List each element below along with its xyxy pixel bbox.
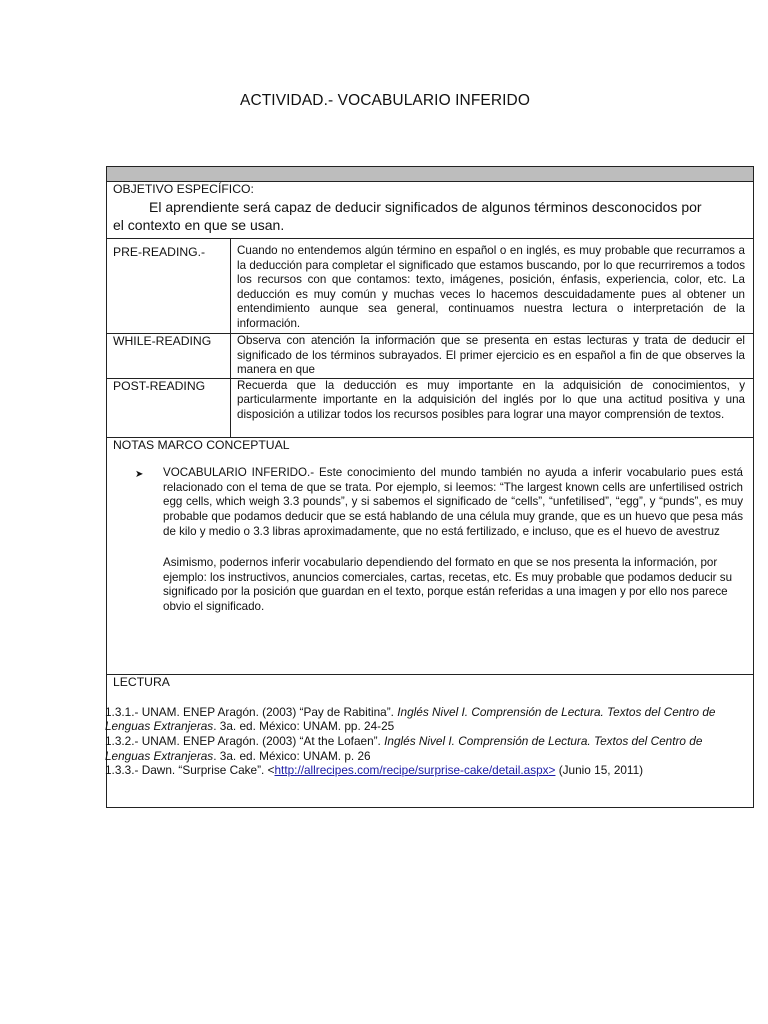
pre-reading-label: PRE-READING.- [113, 245, 206, 259]
reference-list [105, 705, 749, 778]
reference-prefix: 1.3.2.- UNAM. ENEP Aragón. (2003) “At the Lofaen”. [105, 733, 385, 748]
lectura-label: LECTURA [113, 674, 170, 689]
notas-row [107, 437, 754, 674]
post-reading-label: POST-READING [113, 378, 206, 393]
notas-label: NOTAS MARCO CONCEPTUAL [113, 437, 290, 452]
reference-link[interactable]: http://allrecipes.com/recipe/surprise-cake/detail.aspx> [274, 763, 556, 778]
reference-suffix: . 3a. ed. México: UNAM. pp. 24-25 [213, 719, 395, 734]
objetivo-line-2: el contexto en que se usan. [113, 217, 285, 233]
reference-title: Inglés Nivel I. Comprensión de Lectura. Textos del Centro de Lenguas Extranjeras [105, 733, 703, 763]
objetivo-line-1: El aprendiente será capaz de deducir significados de algunos términos desconocidos por [149, 199, 702, 215]
objetivo-text [113, 198, 753, 234]
reference-suffix: . 3a. ed. México: UNAM. p. 26 [213, 748, 371, 763]
table-header-bar [107, 167, 754, 182]
pre-reading-text: Cuando no entendemos algún término en español o en inglés, es muy probable que recurramos a la deducción para completar el significado que estamos buscando, por lo que recurriremos a todos los recursos con que contamos: texto, imágenes, posición, énfasis, experiencia, color, etc. La deducción es muy común y muchas veces lo hacemos descuidadamente pues al obtener un entendimiento aunque sea general, continuamos nuestra lectura o interpretación de la información. [237, 244, 745, 330]
bullet-text: VOCABULARIO INFERIDO.- Este conocimiento del mundo también no ayuda a inferir vocabulario pues está relacionado con el tema de que se trata. Por ejemplo, si leemos: “The largest known cells are unfertilised ostrich egg cells, which weigh 3.3 pounds”, y si sabemos el significado de “cells”, “unfetilised”, “egg”, y “punds”, es muy probable que podamos deducir que se está hablando de una célula muy grande, que es un huevo que pesa más de kilo y medio o 3.3 libras aproximadamente, que no está fertilizado, e incluso, que es el huevo de avestruz [163, 465, 743, 538]
reference-item [105, 734, 749, 763]
reference-prefix: 1.3.3.- Dawn. “Surprise Cake”. < [105, 763, 275, 778]
lectura-row [107, 674, 754, 807]
reference-prefix: 1.3.1.- UNAM. ENEP Aragón. (2003) “Pay de Rabitina”. [105, 704, 398, 719]
reference-item [105, 705, 749, 734]
reference-item [105, 763, 749, 778]
while-reading-text: Observa con atención la información que se presenta en estas lecturas y trata de deducir el significado de los términos subrayados. El primer ejercicio es en español a fin de que observes la manera en que [237, 334, 745, 377]
post-reading-text: Recuerda que la deducción es muy importante en la adquisición de conocimientos, y particularmente importante en la adquisición del inglés por lo que una actitud positiva y una disposición a utilizar todos los recursos posibles para lograr una mayor comprensión de textos. [237, 378, 745, 421]
notas-body [113, 452, 753, 635]
while-reading-row [107, 334, 754, 379]
objetivo-row [107, 182, 754, 239]
while-reading-label: WHILE-READING [113, 334, 212, 348]
activity-table [106, 166, 754, 808]
reference-suffix: (Junio 15, 2011) [555, 763, 644, 778]
post-reading-row [107, 378, 754, 437]
notas-paragraph: Asimismo, podernos inferir vocabulario dependiendo del formato en que se nos presenta la información, por ejemplo: los instructivos, anuncios comerciales, cartas, recetas, etc. Es muy probable que podamos deducir su significado por la posición que guardan en el texto, porque están referidas a una imagen y por ello nos parece obvio el significado. [163, 555, 733, 614]
reference-title: Inglés Nivel I. Comprensión de Lectura. Textos del Centro de Lenguas Extranjeras [105, 704, 716, 734]
objetivo-label: OBJETIVO ESPECÍFICO: [113, 182, 254, 196]
bullet-item [135, 466, 743, 540]
arrow-bullet-icon: ➤ [135, 468, 144, 480]
pre-reading-row [107, 239, 754, 334]
page-title: ACTIVIDAD.- VOCABULARIO INFERIDO [240, 92, 530, 109]
